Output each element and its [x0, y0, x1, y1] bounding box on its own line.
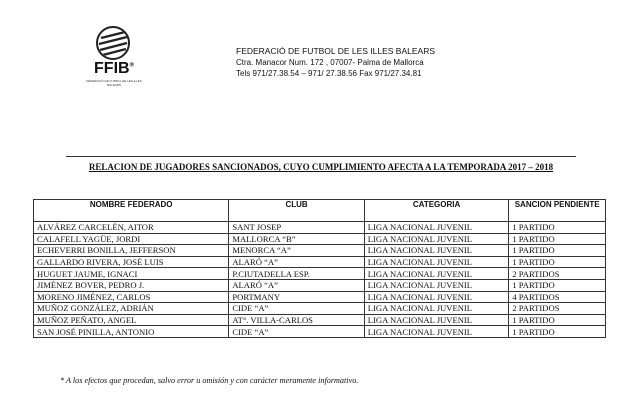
cell-club: SANT JOSEP: [229, 222, 364, 234]
cell-club: PORTMANY: [229, 291, 364, 303]
cell-categoria: LIGA NACIONAL JUVENIL: [364, 256, 509, 268]
cell-categoria: LIGA NACIONAL JUVENIL: [364, 314, 509, 326]
cell-sancion: 1 PARTIDO: [509, 233, 606, 245]
table-header-row: [34, 200, 606, 222]
sanctions-table: [33, 199, 606, 338]
table-row: [34, 222, 606, 234]
cell-club: P.CIUTADELLA ESP.: [229, 268, 364, 280]
cell-categoria: LIGA NACIONAL JUVENIL: [364, 279, 509, 291]
table-row: [34, 245, 606, 257]
cell-nombre: JIMÉNEZ BOVER, PEDRO J.: [34, 279, 229, 291]
cell-nombre: SAN JOSÉ PINILLA, ANTONIO: [34, 326, 229, 338]
cell-nombre: MUÑOZ PEÑATO, ANGEL: [34, 314, 229, 326]
cell-club: MENORCA “A”: [229, 245, 364, 257]
header-nombre: NOMBRE FEDERADO: [34, 200, 229, 222]
cell-categoria: LIGA NACIONAL JUVENIL: [364, 291, 509, 303]
org-name: FEDERACIÓ DE FUTBOL DE LES ILLES BALEARS: [236, 46, 436, 56]
header-divider: [66, 156, 576, 157]
ffib-logo: [84, 26, 146, 88]
table-row: [34, 303, 606, 315]
cell-categoria: LIGA NACIONAL JUVENIL: [364, 222, 509, 234]
cell-categoria: LIGA NACIONAL JUVENIL: [364, 245, 509, 257]
cell-sancion: 4 PARTIDOS: [509, 291, 606, 303]
cell-club: CIDE “A”: [229, 326, 364, 338]
cell-sancion: 1 PARTIDO: [509, 314, 606, 326]
header-club: CLUB: [229, 200, 364, 222]
table-row: [34, 268, 606, 280]
org-phones: Tels 971/27.38.54 – 971/ 27.38.56 Fax 971/27.34.81: [236, 69, 422, 78]
footnote: * A los efectos que procedan, salvo error u omisión y con carácter meramente informativo.: [60, 376, 359, 385]
cell-nombre: CALAFELL YAGÜE, JORDI: [34, 233, 229, 245]
logo-text: FFIB®: [94, 60, 134, 77]
cell-sancion: 1 PARTIDO: [509, 326, 606, 338]
table-row: [34, 291, 606, 303]
football-icon: [96, 26, 130, 60]
cell-nombre: GALLARDO RIVERA, JOSÉ LUIS: [34, 256, 229, 268]
cell-sancion: 2 PARTIDOS: [509, 303, 606, 315]
cell-sancion: 1 PARTIDO: [509, 222, 606, 234]
cell-club: AT°. VILLA-CARLOS: [229, 314, 364, 326]
cell-club: MALLORCA “B”: [229, 233, 364, 245]
table-row: [34, 233, 606, 245]
cell-sancion: 1 PARTIDO: [509, 256, 606, 268]
cell-categoria: LIGA NACIONAL JUVENIL: [364, 303, 509, 315]
cell-club: CIDE “A”: [229, 303, 364, 315]
cell-club: ALARÓ “A”: [229, 279, 364, 291]
cell-categoria: LIGA NACIONAL JUVENIL: [364, 326, 509, 338]
table-row: [34, 314, 606, 326]
cell-categoria: LIGA NACIONAL JUVENIL: [364, 233, 509, 245]
cell-sancion: 1 PARTIDO: [509, 279, 606, 291]
cell-nombre: ECHEVERRI BONILLA, JEFFERSON: [34, 245, 229, 257]
header-categoria: CATEGORIA: [364, 200, 509, 222]
org-address: Ctra. Manacor Num. 172 , 07007- Palma de Mallorca: [236, 58, 424, 67]
logo-subtitle: FEDERACIÓ DE FUTBOL DE LES ILLES BALEARS: [86, 79, 142, 87]
cell-nombre: ALVÁREZ CARCELÉN, AITOR: [34, 222, 229, 234]
cell-nombre: MORENO JIMÉNEZ, CARLOS: [34, 291, 229, 303]
table-row: [34, 326, 606, 338]
cell-nombre: MUÑOZ GONZÁLEZ, ADRIÁN: [34, 303, 229, 315]
table-row: [34, 256, 606, 268]
header-sancion: SANCION PENDIENTE: [509, 200, 606, 222]
organization-header: [236, 46, 435, 79]
cell-sancion: 1 PARTIDO: [509, 245, 606, 257]
document-title: RELACION DE JUGADORES SANCIONADOS, CUYO CUMPLIMIENTO AFECTA A LA TEMPORADA 2017 – 2018: [88, 162, 554, 172]
cell-nombre: HUGUET JAUME, IGNACI: [34, 268, 229, 280]
cell-categoria: LIGA NACIONAL JUVENIL: [364, 268, 509, 280]
table-row: [34, 279, 606, 291]
cell-sancion: 2 PARTIDOS: [509, 268, 606, 280]
cell-club: ALARÓ “A”: [229, 256, 364, 268]
